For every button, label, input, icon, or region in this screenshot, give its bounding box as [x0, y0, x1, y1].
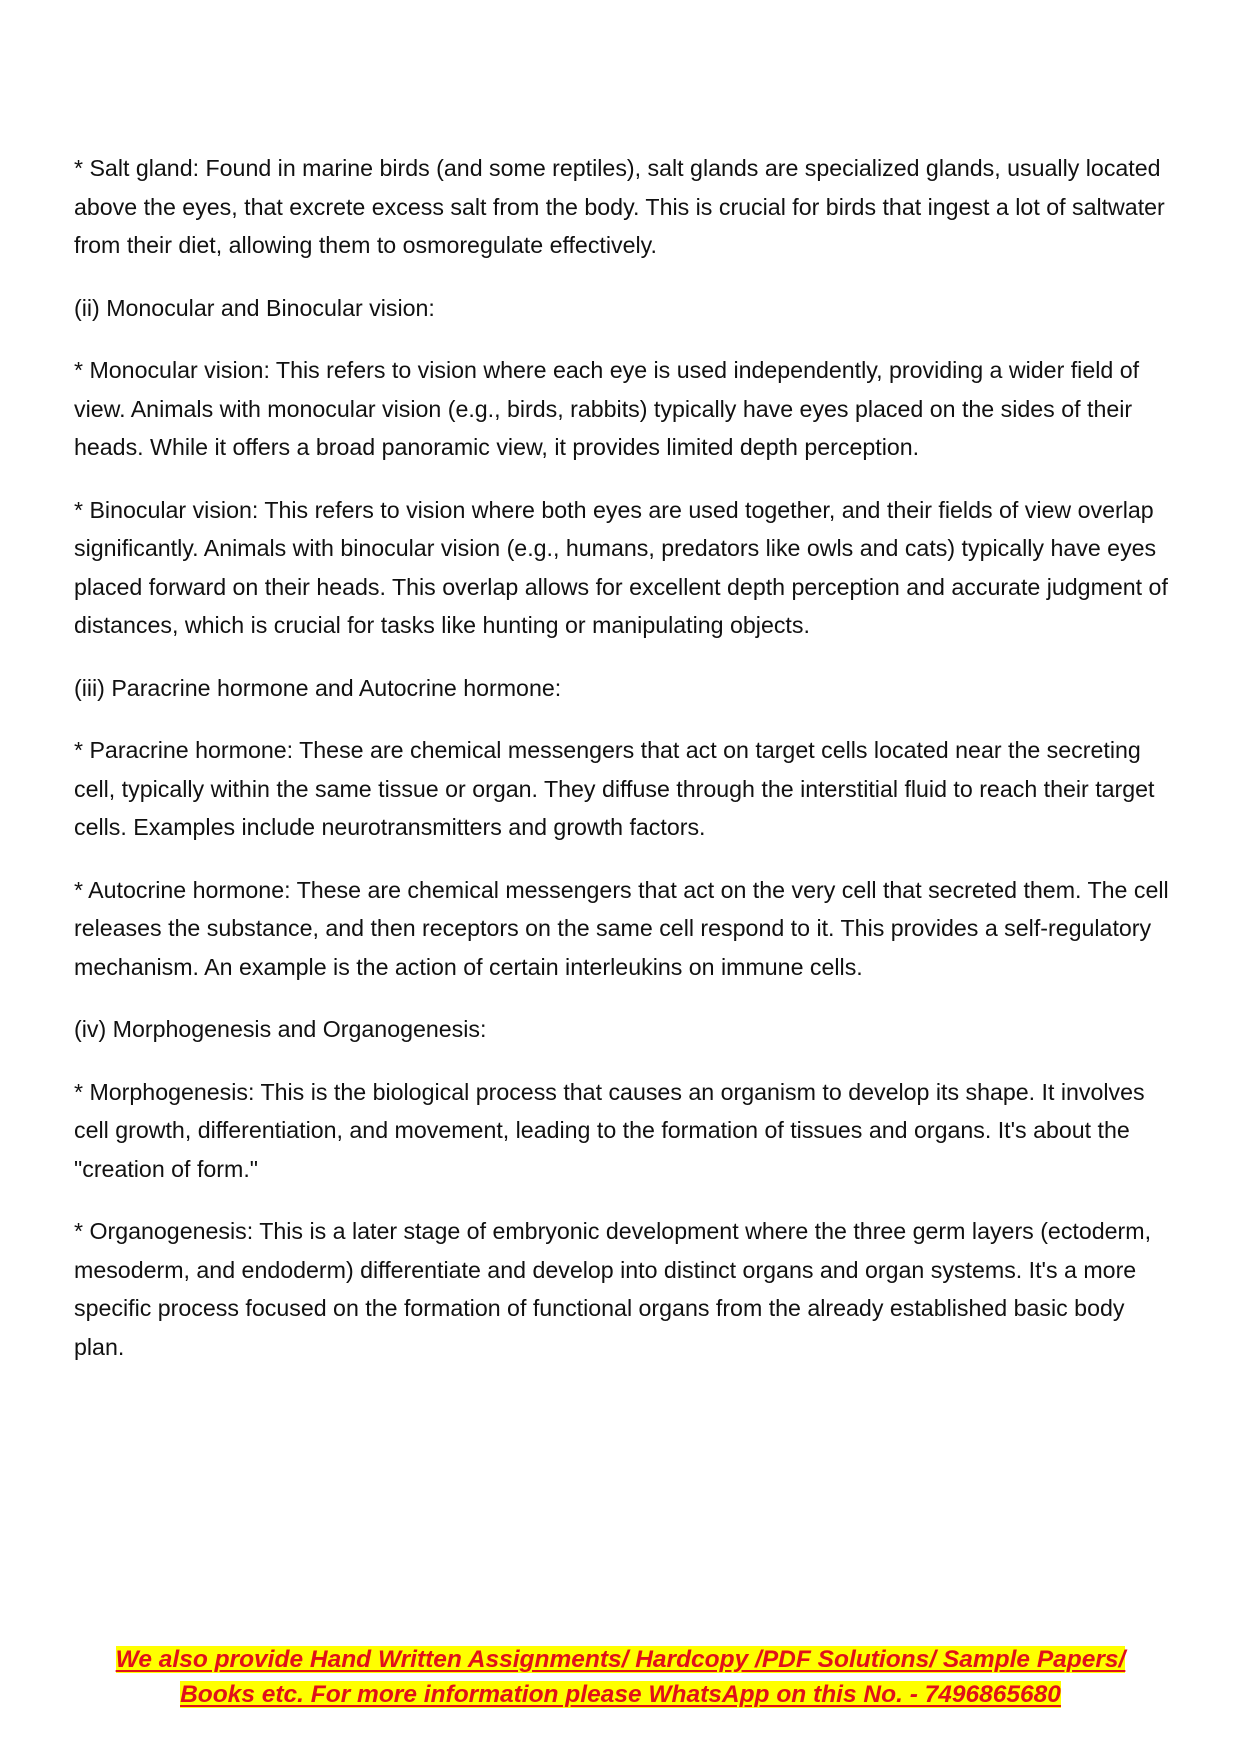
organogenesis-paragraph: * Organogenesis: This is a later stage of embryonic development where the three germ layers (ectoderm, mesoderm, and endoderm) differentiate and develop into distinct organs and organ systems. It's a more specific process focused on the formation of functional organs from the already established basic body plan. — [74, 1218, 1152, 1360]
morphogenesis-paragraph: * Morphogenesis: This is the biological process that causes an organism to develop its shape. It involves cell growth, differentiation, and movement, leading to the formation of tissues and organs. It's about the "creation of form." — [74, 1078, 1145, 1182]
section-heading-ii: (ii) Monocular and Binocular vision: — [74, 294, 435, 321]
footer-notice-line-1: We also provide Hand Written Assignments/ Hardcopy /PDF Solutions/ Sample Papers/ — [115, 1646, 1126, 1673]
section-heading-iv: (iv) Morphogenesis and Organogenesis: — [74, 1016, 487, 1042]
monocular-vision-paragraph: * Monocular vision: This refers to vision where each eye is used independently, providing a wider field of view. Animals with monocular vision (e.g., birds, rabbits) typically have eyes placed on the sides of their heads. While it offers a broad panoramic view, it provides limited depth perception. — [74, 357, 1140, 460]
paracrine-hormone-paragraph: * Paracrine hormone: These are chemical messengers that act on target cells located near the secreting cell, typically within the same tissue or organ. They diffuse through the interstitial fluid to reach their target cells. Examples include neurotransmitters and growth factors. — [74, 737, 1155, 840]
binocular-vision-paragraph: * Binocular vision: This refers to vision where both eyes are used together, and their fields of view overlap significantly. Animals with binocular vision (e.g., humans, predators like owls and cats) typically have eyes placed forward on their heads. This overlap allows for excellent depth perception and accurate judgment of distances, which is crucial for tasks like hunting or manipulating objects. — [74, 496, 1168, 638]
footer-notice-line-2: Books etc. For more information please WhatsApp on this No. - 7496865680 — [180, 1681, 1061, 1708]
autocrine-hormone-paragraph: * Autocrine hormone: These are chemical messengers that act on the very cell that secreted them. The cell releases the substance, and then receptors on the same cell respond to it. This provides a self-regulatory mechanism. An example is the action of certain interleukins on immune cells. — [74, 876, 1169, 980]
document-body — [74, 149, 1174, 1390]
footer-notice — [60, 1642, 1181, 1712]
section-heading-iii: (iii) Paracrine hormone and Autocrine hormone: — [74, 674, 562, 701]
salt-gland-paragraph: * Salt gland: Found in marine birds (and some reptiles), salt glands are specialized glands, usually located above the eyes, that excrete excess salt from the body. This is crucial for birds that ingest a lot of saltwater from their diet, allowing them to osmoregulate effectively. — [74, 155, 1165, 258]
